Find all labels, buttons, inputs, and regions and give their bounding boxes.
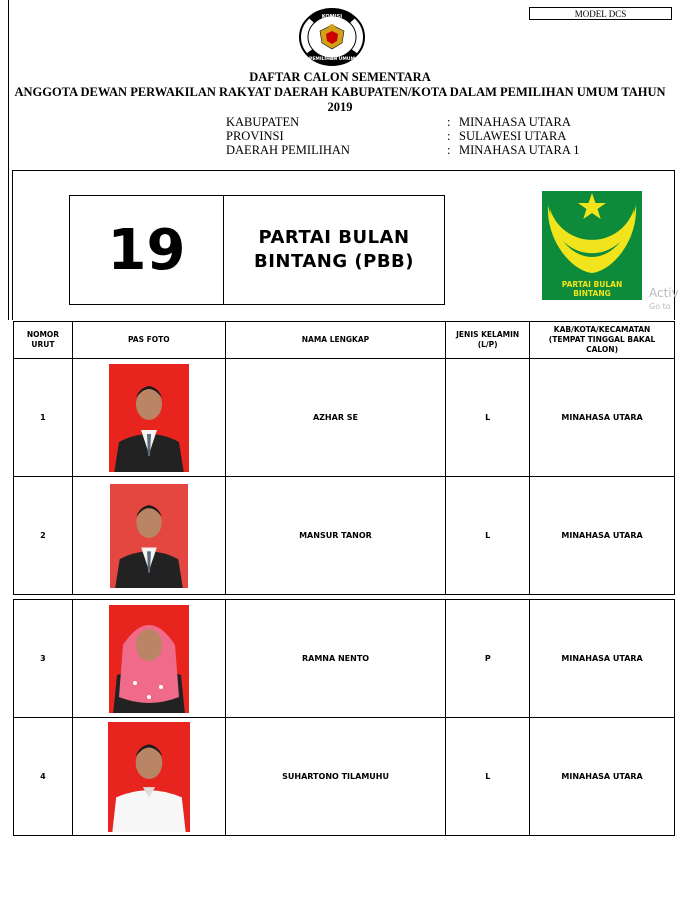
crescent-star-icon: [542, 191, 642, 286]
portrait-icon: [108, 722, 190, 832]
info-label-dapil: DAERAH PEMILIHAN: [226, 143, 350, 157]
title-line-2: ANGGOTA DEWAN PERWAKILAN RAKYAT DAERAH KABUPATEN/KOTA DALAM PEMILIHAN UMUM TAHUN: [14, 85, 666, 99]
info-value-provinsi: SULAWESI UTARA: [459, 129, 567, 143]
portrait-icon: [109, 605, 189, 713]
title-line-1: DAFTAR CALON SEMENTARA: [249, 70, 431, 84]
party-name-line-1: PARTAI BULAN: [258, 227, 410, 248]
candidate-name: RAMNA NENTO: [225, 600, 446, 718]
info-label-kabupaten: KABUPATEN: [226, 115, 300, 129]
candidate-name: SUHARTONO TILAMUHU: [225, 718, 446, 836]
candidate-photo: [110, 484, 188, 588]
candidate-photo: [109, 364, 189, 472]
candidate-name: AZHAR SE: [225, 359, 446, 477]
info-sep: :: [447, 129, 451, 143]
candidate-gender: L: [446, 718, 530, 836]
candidate-residence: MINAHASA UTARA: [530, 359, 675, 477]
activation-watermark-sub: Go to: [649, 302, 671, 311]
table-header-row: [14, 322, 675, 359]
kpu-bottom-text: PEMILIHAN UMUM: [309, 57, 355, 62]
photo-cell: [72, 718, 225, 836]
table-row: [14, 359, 675, 477]
title-line-3: 2019: [327, 100, 353, 114]
party-name: [224, 196, 444, 304]
header-gender: JENIS KELAMIN (L/P): [446, 322, 530, 359]
kpu-logo-icon: [298, 7, 366, 67]
photo-cell: [72, 600, 225, 718]
kpu-top-text: KOMISI: [321, 14, 343, 20]
candidate-photo: [108, 722, 190, 832]
party-number: 19: [107, 217, 186, 283]
info-value-kabupaten: MINAHASA UTARA: [459, 115, 571, 129]
row-number: 3: [14, 600, 73, 718]
photo-cell: [72, 477, 225, 595]
pbb-logo-text: PARTAI BULAN BINTANG: [561, 280, 623, 298]
table-row: [14, 600, 675, 718]
portrait-icon: [109, 364, 189, 472]
candidate-residence: MINAHASA UTARA: [530, 600, 675, 718]
margin-line: [8, 0, 9, 320]
model-label: MODEL DCS: [529, 7, 672, 20]
candidate-table-2: [13, 599, 675, 836]
party-name-line-2: BINTANG (PBB): [254, 251, 414, 272]
candidate-gender: L: [446, 359, 530, 477]
header-no: NOMOR URUT: [14, 322, 73, 359]
candidate-name: MANSUR TANOR: [225, 477, 446, 595]
row-number: 2: [14, 477, 73, 595]
party-number-box: [69, 195, 445, 305]
table-row: [14, 718, 675, 836]
candidate-photo: [109, 605, 189, 713]
photo-cell: [72, 359, 225, 477]
candidate-residence: MINAHASA UTARA: [530, 718, 675, 836]
header-photo: PAS FOTO: [72, 322, 225, 359]
candidate-table-1: [13, 321, 675, 595]
activation-watermark: Activ: [649, 286, 679, 300]
row-number: 1: [14, 359, 73, 477]
info-sep: :: [447, 143, 451, 157]
candidate-gender: P: [446, 600, 530, 718]
info-value-dapil: MINAHASA UTARA 1: [459, 143, 580, 157]
table-row: [14, 477, 675, 595]
row-number: 4: [14, 718, 73, 836]
header-name: NAMA LENGKAP: [225, 322, 446, 359]
candidate-residence: MINAHASA UTARA: [530, 477, 675, 595]
info-sep: :: [447, 115, 451, 129]
header-residence: KAB/KOTA/KECAMATAN (TEMPAT TINGGAL BAKAL CALON): [530, 322, 675, 359]
candidate-gender: L: [446, 477, 530, 595]
pbb-logo: [542, 191, 642, 300]
portrait-icon: [110, 484, 188, 588]
info-label-provinsi: PROVINSI: [226, 129, 284, 143]
